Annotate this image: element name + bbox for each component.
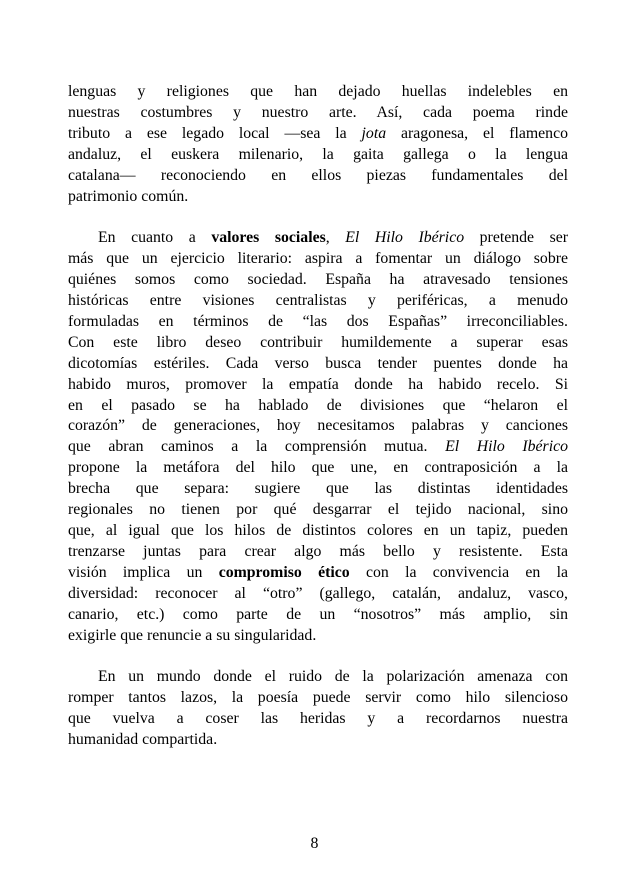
text-run: formuladas en términos de “las dos Españas” irreconciliables. [68,312,568,330]
text-run: propone la metáfora del hilo que une, en contraposición a la [68,459,568,477]
text-line [68,396,568,417]
text-run: nuestras costumbres y nuestro arte. Así, cada poema rinde [68,103,568,121]
text-run: más que un ejercicio literario: aspira a fomentar un diálogo sobre [68,250,568,268]
text-run: aragonesa, el flamenco [386,124,568,142]
text-line [68,354,568,375]
text-run: romper tantos lazos, la poesía puede servir como hilo silencioso [68,689,568,707]
text-run: brecha que separa: sugiere que las distintas identidades [68,480,568,498]
text-line [68,145,568,166]
text-run: En cuanto a [98,229,212,247]
text-line [68,458,568,479]
text-run: que vuelva a coser las heridas y a recordarnos nuestra [68,710,568,728]
text-run: Con este libro deseo contribuir humildemente a superar esas [68,333,568,351]
text-line [68,82,568,103]
text-line [68,667,568,688]
text-run: dicotomías estériles. Cada verso busca tender puentes donde ha [68,354,568,372]
italic-text-run: jota [361,124,387,142]
text-line [68,688,568,709]
text-run: habido muros, promover la empatía donde ha habido recelo. Si [68,375,568,393]
text-run: con la convivencia en la [349,563,568,581]
text-line [68,479,568,500]
text-line [68,605,568,626]
paragraph [68,228,568,646]
text-run: corazón” de generaciones, hoy necesitamos palabras y canciones [68,417,568,435]
text-line [68,542,568,563]
text-run: visión implica un [68,563,219,581]
text-run: lenguas y religiones que han dejado huellas indelebles en [68,83,568,100]
text-run: exigirle que renuncie a su singularidad. [68,626,317,644]
text-run: diversidad: reconocer al “otro” (gallego, catalán, andaluz, vasco, [68,584,568,602]
text-run: catalana— reconociendo en ellos piezas fundamentales del [68,166,568,184]
text-line [68,124,568,145]
text-line [68,375,568,396]
text-line [68,437,568,458]
text-line [68,103,568,124]
italic-text-run: El Hilo Ibérico [345,229,465,247]
text-run: patrimonio común. [68,187,189,205]
text-line [68,270,568,291]
text-run: En un mundo donde el ruido de la polarización amenaza con [98,668,568,686]
text-run: quiénes somos como sociedad. España ha atravesado tensiones [68,271,568,289]
page-text-block [68,82,568,751]
text-line [68,416,568,437]
text-line [68,228,568,249]
text-run: que, al igual que los hilos de distintos colores en un tapiz, pueden [68,522,568,540]
text-line [68,312,568,333]
bold-text-run: valores sociales [211,229,326,247]
text-run: andaluz, el euskera milenario, la gaita gallega o la lengua [68,145,568,163]
text-run: que abran caminos a la comprensión mutua. [68,438,446,456]
text-run: trenzarse juntas para crear algo más bello y resistente. Esta [68,542,568,560]
italic-text-run: El Hilo Ibérico [445,438,569,456]
text-line [68,521,568,542]
text-run: en el pasado se ha hablado de divisiones que “helaron el [68,396,568,414]
text-run: pretende ser [464,229,569,247]
paragraph [68,667,568,751]
text-run: humanidad compartida. [68,731,218,749]
text-line [68,187,568,208]
text-line [68,709,568,730]
text-run: tributo a ese legado local —sea la [68,124,362,142]
text-run: históricas entre visiones centralistas y periféricas, a menudo [68,292,568,310]
text-line [68,500,568,521]
text-line [68,333,568,354]
text-run: regionales no tienen por qué desgarrar el tejido nacional, sino [68,501,568,519]
text-run: canario, etc.) como parte de un “nosotros” más amplio, sin [68,605,568,623]
text-line [68,249,568,270]
text-run: , [325,229,346,247]
paragraph [68,82,568,207]
text-line [68,563,568,584]
text-line [68,626,568,647]
text-line [68,730,568,751]
page-footer [0,834,629,855]
text-line [68,291,568,312]
text-line [68,166,568,187]
bold-text-run: compromiso ético [218,563,350,581]
text-line [68,584,568,605]
page-number: 8 [310,835,319,852]
